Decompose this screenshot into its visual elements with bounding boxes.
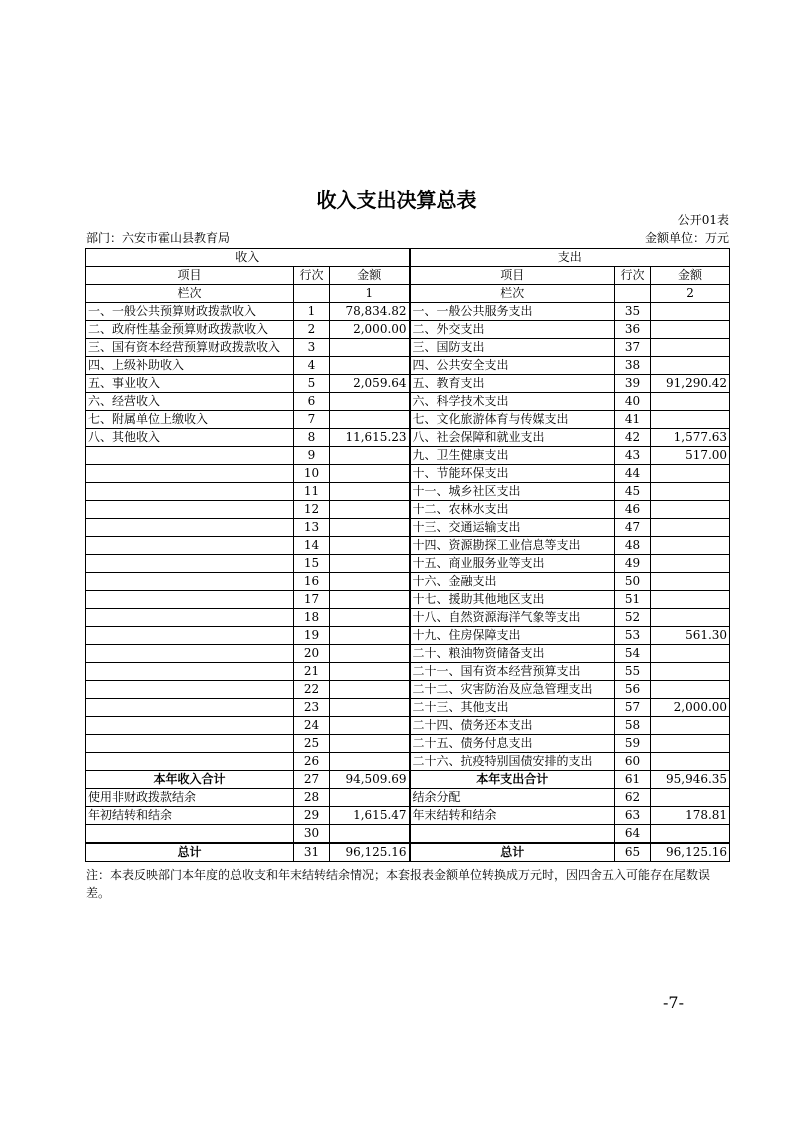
table-row [86, 501, 730, 519]
income-item-cell [86, 645, 294, 663]
income-line-cell: 31 [294, 843, 330, 862]
expense-item-cell: 四、公共安全支出 [410, 357, 615, 375]
income-item-cell: 一、一般公共预算财政拨款收入 [86, 303, 294, 321]
income-line-cell: 11 [294, 483, 330, 501]
expense-amount-cell [651, 501, 730, 519]
expense-amount-cell: 517.00 [651, 447, 730, 465]
income-item-cell [86, 447, 294, 465]
expense-col-blank [615, 285, 651, 303]
expense-col-label: 栏次 [410, 285, 615, 303]
income-line-cell: 10 [294, 465, 330, 483]
expense-line-cell: 42 [615, 429, 651, 447]
expense-amount-header: 金额 [651, 267, 730, 285]
expense-line-cell: 37 [615, 339, 651, 357]
expense-amount-cell [651, 645, 730, 663]
subtotal-row [86, 771, 730, 789]
income-amount-cell [330, 339, 410, 357]
income-line-cell: 24 [294, 717, 330, 735]
income-line-cell: 29 [294, 807, 330, 825]
income-item-cell [86, 573, 294, 591]
income-line-cell: 7 [294, 411, 330, 429]
expense-amount-cell [651, 483, 730, 501]
income-line-cell: 17 [294, 591, 330, 609]
expense-amount-cell [651, 339, 730, 357]
expense-item-cell: 十四、资源勘探工业信息等支出 [410, 537, 615, 555]
expense-item-cell: 三、国防支出 [410, 339, 615, 357]
income-amount-cell: 1,615.47 [330, 807, 410, 825]
table-row [86, 393, 730, 411]
expense-item-cell: 二十二、灾害防治及应急管理支出 [410, 681, 615, 699]
expense-col-index: 2 [651, 285, 730, 303]
income-amount-cell [330, 411, 410, 429]
income-item-cell: 本年收入合计 [86, 771, 294, 789]
table-row [86, 753, 730, 771]
income-item-cell: 六、经营收入 [86, 393, 294, 411]
expense-line-cell: 52 [615, 609, 651, 627]
expense-amount-cell [651, 519, 730, 537]
expense-item-cell: 二十六、抗疫特别国债安排的支出 [410, 753, 615, 771]
income-col-label: 栏次 [86, 285, 294, 303]
expense-line-cell: 59 [615, 735, 651, 753]
income-amount-cell [330, 555, 410, 573]
income-amount-cell [330, 519, 410, 537]
expense-line-cell: 55 [615, 663, 651, 681]
income-item-header: 项目 [86, 267, 294, 285]
expense-line-cell: 45 [615, 483, 651, 501]
table-row [86, 519, 730, 537]
table-row [86, 807, 730, 825]
income-line-cell: 4 [294, 357, 330, 375]
table-row [86, 609, 730, 627]
income-line-cell: 6 [294, 393, 330, 411]
table-row [86, 465, 730, 483]
expense-item-cell: 年末结转和结余 [410, 807, 615, 825]
income-item-cell [86, 717, 294, 735]
table-row [86, 375, 730, 393]
income-item-cell [86, 627, 294, 645]
column-index-row [86, 285, 730, 303]
income-col-blank [294, 285, 330, 303]
income-item-cell: 二、政府性基金预算财政拨款收入 [86, 321, 294, 339]
expense-line-cell: 43 [615, 447, 651, 465]
income-line-cell: 20 [294, 645, 330, 663]
expense-line-cell: 41 [615, 411, 651, 429]
income-amount-cell [330, 825, 410, 844]
expense-item-cell: 十五、商业服务业等支出 [410, 555, 615, 573]
income-line-cell: 25 [294, 735, 330, 753]
income-amount-cell [330, 645, 410, 663]
income-col-index: 1 [330, 285, 410, 303]
expense-amount-cell: 2,000.00 [651, 699, 730, 717]
income-amount-cell: 78,834.82 [330, 303, 410, 321]
income-line-cell: 12 [294, 501, 330, 519]
expense-item-cell: 十六、金融支出 [410, 573, 615, 591]
expense-line-cell: 63 [615, 807, 651, 825]
table-row [86, 339, 730, 357]
expense-line-cell: 36 [615, 321, 651, 339]
income-amount-cell: 94,509.69 [330, 771, 410, 789]
income-amount-cell [330, 573, 410, 591]
income-header: 收入 [86, 249, 410, 267]
expense-line-cell: 44 [615, 465, 651, 483]
expense-line-cell: 50 [615, 573, 651, 591]
expense-item-cell: 七、文化旅游体育与传媒支出 [410, 411, 615, 429]
expense-line-cell: 65 [615, 843, 651, 862]
expense-item-cell: 十、节能环保支出 [410, 465, 615, 483]
income-amount-header: 金额 [330, 267, 410, 285]
expense-amount-cell [651, 609, 730, 627]
unit-label: 金额单位：万元 [644, 231, 729, 245]
department-label: 部门：六安市霍山县教育局 [86, 231, 231, 245]
expense-amount-cell [651, 681, 730, 699]
income-amount-cell [330, 699, 410, 717]
form-number: 公开01表 [677, 213, 729, 227]
expense-line-cell: 46 [615, 501, 651, 519]
income-item-cell [86, 519, 294, 537]
expense-item-cell: 二十三、其他支出 [410, 699, 615, 717]
column-header-row [86, 267, 730, 285]
income-amount-cell [330, 537, 410, 555]
income-item-cell [86, 753, 294, 771]
expense-line-cell: 39 [615, 375, 651, 393]
income-item-cell [86, 555, 294, 573]
income-item-cell [86, 699, 294, 717]
income-amount-cell [330, 753, 410, 771]
expense-amount-cell: 561.30 [651, 627, 730, 645]
income-line-header: 行次 [294, 267, 330, 285]
income-amount-cell [330, 789, 410, 807]
expense-item-cell: 二十一、国有资本经营预算支出 [410, 663, 615, 681]
income-item-cell [86, 825, 294, 844]
table-row [86, 645, 730, 663]
expense-amount-cell [651, 465, 730, 483]
budget-summary-table [85, 248, 730, 862]
income-item-cell: 总计 [86, 843, 294, 862]
expense-amount-cell [651, 663, 730, 681]
income-line-cell: 23 [294, 699, 330, 717]
expense-amount-cell: 1,577.63 [651, 429, 730, 447]
income-item-cell [86, 537, 294, 555]
table-row [86, 663, 730, 681]
expense-line-cell: 40 [615, 393, 651, 411]
expense-amount-cell [651, 753, 730, 771]
income-line-cell: 13 [294, 519, 330, 537]
table-row [86, 357, 730, 375]
income-amount-cell [330, 681, 410, 699]
table-note: 注：本表反映部门本年度的总收支和年末结转结余情况；本套报表金额单位转换成万元时，因四舍五入可能存在尾数误差。 [86, 868, 711, 900]
income-amount-cell [330, 393, 410, 411]
income-item-cell: 八、其他收入 [86, 429, 294, 447]
expense-amount-cell [651, 321, 730, 339]
expense-item-cell: 二、外交支出 [410, 321, 615, 339]
expense-amount-cell: 95,946.35 [651, 771, 730, 789]
expense-header: 支出 [410, 249, 730, 267]
income-line-cell: 22 [294, 681, 330, 699]
income-item-cell: 五、事业收入 [86, 375, 294, 393]
total-row [86, 843, 730, 862]
expense-amount-cell [651, 591, 730, 609]
income-item-cell: 年初结转和结余 [86, 807, 294, 825]
expense-amount-cell [651, 303, 730, 321]
table-row [86, 789, 730, 807]
expense-amount-cell [651, 357, 730, 375]
table-row [86, 303, 730, 321]
income-item-cell [86, 483, 294, 501]
income-amount-cell [330, 357, 410, 375]
income-amount-cell [330, 447, 410, 465]
income-amount-cell [330, 663, 410, 681]
income-amount-cell [330, 735, 410, 753]
income-amount-cell [330, 501, 410, 519]
expense-amount-cell [651, 393, 730, 411]
expense-item-cell: 总计 [410, 843, 615, 862]
expense-item-cell: 十八、自然资源海洋气象等支出 [410, 609, 615, 627]
income-line-cell: 30 [294, 825, 330, 844]
table-row [86, 699, 730, 717]
expense-line-cell: 61 [615, 771, 651, 789]
table-row [86, 429, 730, 447]
income-amount-cell [330, 717, 410, 735]
expense-line-cell: 53 [615, 627, 651, 645]
expense-line-cell: 54 [615, 645, 651, 663]
income-line-cell: 3 [294, 339, 330, 357]
income-line-cell: 1 [294, 303, 330, 321]
expense-line-cell: 48 [615, 537, 651, 555]
expense-amount-cell: 91,290.42 [651, 375, 730, 393]
income-amount-cell [330, 465, 410, 483]
income-line-cell: 21 [294, 663, 330, 681]
income-amount-cell [330, 591, 410, 609]
expense-line-cell: 38 [615, 357, 651, 375]
expense-item-cell [410, 825, 615, 844]
income-line-cell: 15 [294, 555, 330, 573]
expense-line-header: 行次 [615, 267, 651, 285]
expense-line-cell: 35 [615, 303, 651, 321]
table-row [86, 537, 730, 555]
income-line-cell: 9 [294, 447, 330, 465]
table-row [86, 591, 730, 609]
table-row [86, 555, 730, 573]
income-item-cell [86, 609, 294, 627]
expense-amount-cell [651, 825, 730, 844]
expense-line-cell: 64 [615, 825, 651, 844]
expense-item-cell: 结余分配 [410, 789, 615, 807]
expense-item-cell: 二十五、债务付息支出 [410, 735, 615, 753]
income-amount-cell [330, 609, 410, 627]
expense-amount-cell [651, 717, 730, 735]
income-item-cell [86, 681, 294, 699]
table-row [86, 825, 730, 844]
income-line-cell: 14 [294, 537, 330, 555]
expense-amount-cell [651, 411, 730, 429]
income-item-cell [86, 501, 294, 519]
expense-item-cell: 八、社会保障和就业支出 [410, 429, 615, 447]
income-amount-cell [330, 627, 410, 645]
page-number: -7- [663, 993, 684, 1012]
expense-item-cell: 九、卫生健康支出 [410, 447, 615, 465]
expense-line-cell: 58 [615, 717, 651, 735]
expense-item-cell: 一、一般公共服务支出 [410, 303, 615, 321]
income-amount-cell: 11,615.23 [330, 429, 410, 447]
expense-line-cell: 47 [615, 519, 651, 537]
table-row [86, 411, 730, 429]
income-amount-cell [330, 483, 410, 501]
expense-item-cell: 二十四、债务还本支出 [410, 717, 615, 735]
expense-line-cell: 60 [615, 753, 651, 771]
income-item-cell: 四、上级补助收入 [86, 357, 294, 375]
expense-amount-cell [651, 573, 730, 591]
income-line-cell: 28 [294, 789, 330, 807]
expense-amount-cell [651, 735, 730, 753]
table-row [86, 735, 730, 753]
income-item-cell [86, 663, 294, 681]
expense-item-cell: 十九、住房保障支出 [410, 627, 615, 645]
expense-item-cell: 六、科学技术支出 [410, 393, 615, 411]
expense-item-cell: 二十、粮油物资储备支出 [410, 645, 615, 663]
expense-item-header: 项目 [410, 267, 615, 285]
income-item-cell: 三、国有资本经营预算财政拨款收入 [86, 339, 294, 357]
income-item-cell [86, 735, 294, 753]
table-row [86, 447, 730, 465]
income-line-cell: 19 [294, 627, 330, 645]
table-row [86, 573, 730, 591]
expense-item-cell: 十二、农林水支出 [410, 501, 615, 519]
table-row [86, 681, 730, 699]
table-row [86, 321, 730, 339]
expense-item-cell: 本年支出合计 [410, 771, 615, 789]
expense-item-cell: 十一、城乡社区支出 [410, 483, 615, 501]
expense-amount-cell [651, 789, 730, 807]
expense-item-cell: 十七、援助其他地区支出 [410, 591, 615, 609]
expense-line-cell: 57 [615, 699, 651, 717]
expense-amount-cell [651, 537, 730, 555]
income-amount-cell: 2,059.64 [330, 375, 410, 393]
expense-line-cell: 49 [615, 555, 651, 573]
income-item-cell [86, 465, 294, 483]
income-item-cell [86, 591, 294, 609]
income-line-cell: 18 [294, 609, 330, 627]
income-item-cell: 七、附属单位上缴收入 [86, 411, 294, 429]
income-line-cell: 8 [294, 429, 330, 447]
income-line-cell: 27 [294, 771, 330, 789]
expense-line-cell: 51 [615, 591, 651, 609]
income-line-cell: 5 [294, 375, 330, 393]
expense-line-cell: 56 [615, 681, 651, 699]
income-amount-cell: 96,125.16 [330, 843, 410, 862]
income-item-cell: 使用非财政拨款结余 [86, 789, 294, 807]
table-row [86, 483, 730, 501]
expense-item-cell: 十三、交通运输支出 [410, 519, 615, 537]
table-row [86, 717, 730, 735]
expense-item-cell: 五、教育支出 [410, 375, 615, 393]
expense-line-cell: 62 [615, 789, 651, 807]
page-title: 收入支出决算总表 [316, 188, 477, 212]
table-row [86, 627, 730, 645]
expense-amount-cell: 96,125.16 [651, 843, 730, 862]
expense-amount-cell: 178.81 [651, 807, 730, 825]
section-header-row [86, 249, 730, 267]
expense-amount-cell [651, 555, 730, 573]
income-line-cell: 16 [294, 573, 330, 591]
income-amount-cell: 2,000.00 [330, 321, 410, 339]
income-line-cell: 2 [294, 321, 330, 339]
income-line-cell: 26 [294, 753, 330, 771]
